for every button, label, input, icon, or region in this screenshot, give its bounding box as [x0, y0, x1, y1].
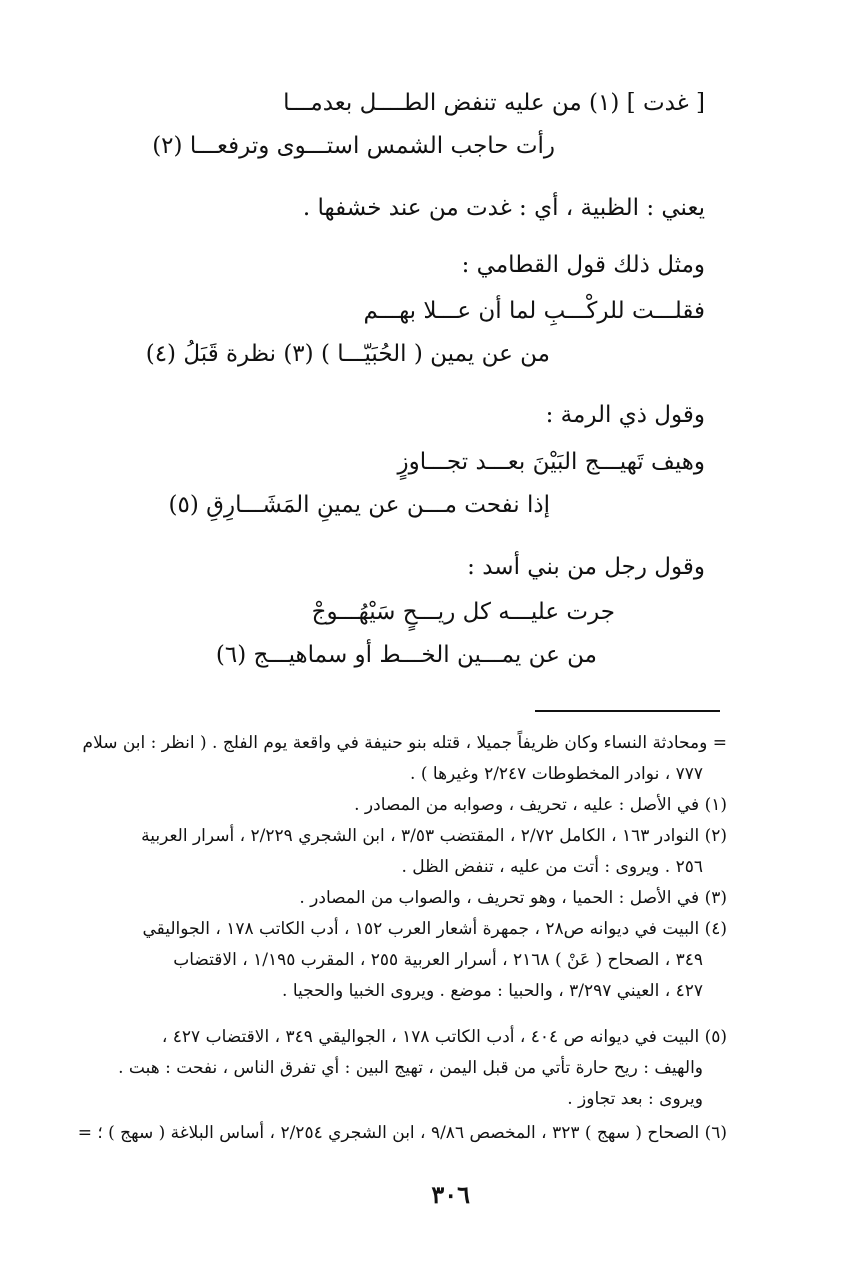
footnote-5-line2: والهيف : ريح حارة تأتي من قبل اليمن ، تهيج البين : أي تفرق الناس ، نفحت : هبت .: [118, 1058, 703, 1078]
commentary-line: يعني : الظبية ، أي : غدت من عند خشفها .: [302, 195, 705, 221]
footnote-4-line2: ٣٤٩ ، الصحاح ( عَنْ ) ٢١٦٨ ، أسرار العربية ٢٥٥ ، المقرب ١/١٩٥ ، الاقتضاب: [173, 950, 703, 970]
intro-dhu-rummah: وقول ذي الرمة :: [545, 402, 705, 428]
footnote-2-line2: ٢٥٦ . ويروى : أتت من عليه ، تنفض الظل .: [401, 857, 703, 877]
page-number: ٣٠٦: [431, 1180, 470, 1209]
footnote-4-line1: (٤) البيت في ديوانه ص٢٨ ، جمهرة أشعار العرب ١٥٢ ، أدب الكاتب ١٧٨ ، الجواليقي: [142, 919, 727, 939]
poem2-line2: من عن يمين ( الحُبَيّـــا ) (٣) نظرة قَبَلُ (٤): [145, 341, 550, 367]
intro-qutami: ومثل ذلك قول القطامي :: [461, 252, 705, 278]
footnote-continuation-line1: = ومحادثة النساء وكان ظريفاً جميلا ، قتله بنو حنيفة في واقعة يوم الفلج . ( انظر : ابن سلام: [82, 733, 727, 753]
poem3-line1: وهيف تَهيـــج البَيْنَ بعـــد تجـــاوزٍ: [397, 449, 705, 475]
footnote-5-line1: (٥) البيت في ديوانه ص ٤٠٤ ، أدب الكاتب ١٧٨ ، الجواليقي ٣٤٩ ، الاقتضاب ٤٢٧ ،: [161, 1027, 727, 1047]
footnote-divider: [535, 710, 720, 712]
poem2-line1: فقلـــت للركْـــبِ لما أن عـــلا بهـــم: [363, 298, 705, 324]
poem1-line2: رأت حاجب الشمس استـــوى وترفعـــا (٢): [152, 133, 555, 159]
footnote-continuation-line2: ٧٧٧ ، نوادر المخطوطات ٢/٢٤٧ وغيرها ) .: [410, 764, 703, 784]
poem4-line2: من عن يمـــين الخـــط أو سماهيـــج (٦): [215, 642, 597, 668]
footnote-3: (٣) في الأصل : الحميا ، وهو تحريف ، والصواب من المصادر .: [299, 888, 727, 908]
footnote-1: (١) في الأصل : عليه ، تحريف ، وصوابه من المصادر .: [354, 795, 727, 815]
poem4-line1: جرت عليـــه كل ريـــحٍ سَيْهُـــوجْ: [311, 599, 615, 625]
footnote-2-line1: (٢) النوادر ١٦٣ ، الكامل ٢/٧٢ ، المقتضب ٣/٥٣ ، ابن الشجري ٢/٢٢٩ ، أسرار العربية: [141, 826, 727, 846]
poem3-line2: إذا نفحت مـــن عن يمينِ المَشَـــارِقِ (٥): [168, 492, 550, 518]
poem1-line1: [ غدت ] (١) من عليه تنفض الطــــل بعدمـــا: [283, 90, 705, 116]
footnote-6: (٦) الصحاح ( سهج ) ٣٢٣ ، المخصص ٩/٨٦ ، ابن الشجري ٢/٢٥٤ ، أساس البلاغة ( سهج ) ؛ =: [77, 1123, 727, 1143]
intro-asad: وقول رجل من بني أسد :: [467, 554, 705, 580]
footnote-4-line3: ٤٢٧ ، العيني ٣/٢٩٧ ، والحبيا : موضع . ويروى الخبيا والحجيا .: [282, 981, 703, 1001]
footnote-5-line3: ويروى : بعد تجاوز .: [567, 1089, 703, 1109]
